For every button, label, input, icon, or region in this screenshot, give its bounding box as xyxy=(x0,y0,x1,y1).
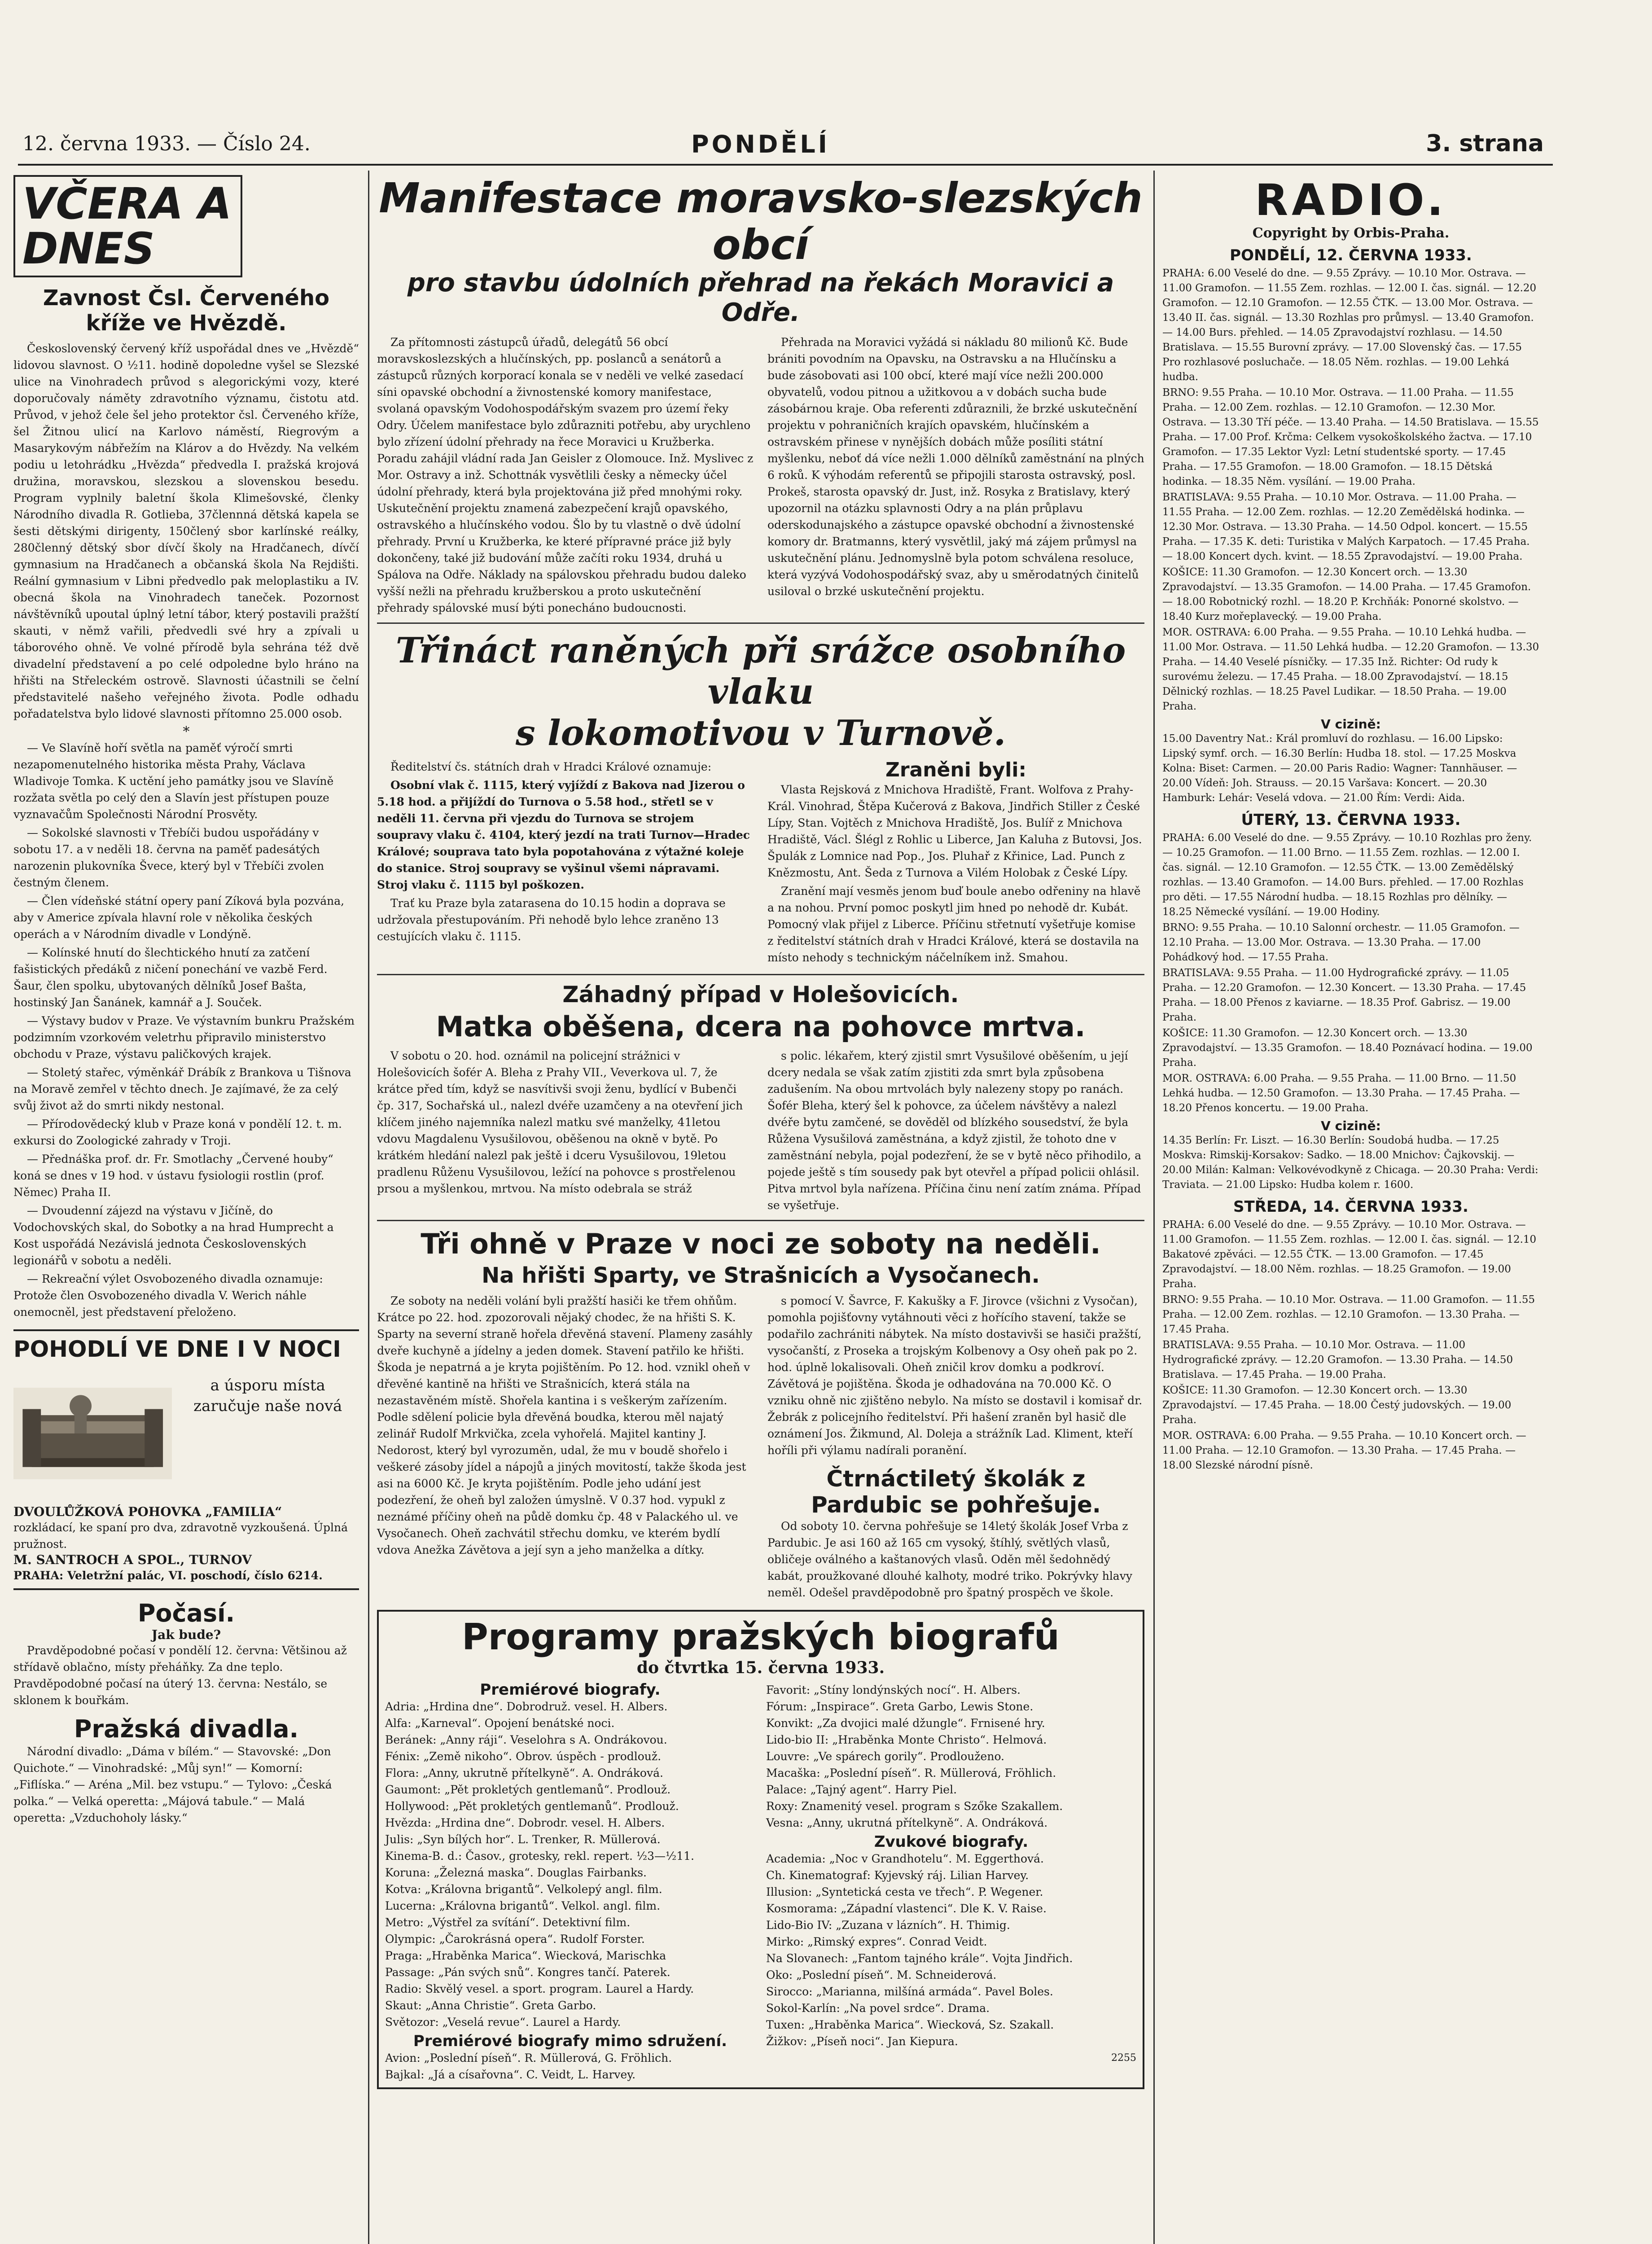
cinema-entry: Gaumont: „Pět prokletých gentlemanů“. Prodlouž. xyxy=(385,1783,671,1796)
accident-title-1: Třináct raněných při srážce osobního vlaku xyxy=(395,630,1126,712)
section-rule xyxy=(377,622,1144,624)
cinema-entry: Radio: Skvělý vesel. a sport. program. Laurel a Hardy. xyxy=(385,1982,694,1995)
holesovice-subtitle: Matka oběšena, dcera na pohovce mrtva. xyxy=(436,1010,1086,1043)
brief-item: — Člen vídeňské státní opery paní Zíková byla pozvána, aby v Americe zpívala hlavní role v několika českých operách a v Národním divadle v Londýně. xyxy=(13,894,345,941)
cinema-right-list xyxy=(766,1682,1136,1831)
cinema-entry: Palace: „Tajný agent“. Harry Piel. xyxy=(766,1783,957,1796)
injured-title: Zraněni byli: xyxy=(885,758,1027,781)
abroad-program: 15.00 Daventry Nat.: Král promluví do rozhlasu. — 16.00 Lipsko: Lipský symf. orch. — 16.30 Berlín: Hudba 18. stol. — 17.25 Moskva Kolna: Biset: Carmen. — 20.00 Paris Radio: Wagner: Tannhäuser. — 20.00 Vídeň: Joh. Strauss. — 20.15 Varšava: Koncert. — 20.30 Hamburk: Lehár: Veselá vdova. — 21.00 Řím: Verdi: Aida. xyxy=(1162,733,1517,804)
cinema-entry: Adria: „Hrdina dne“. Dobrodruž. vesel. H. Albers. xyxy=(385,1700,668,1713)
cinema-entry: Fénix: „Země nikoho“. Obrov. úspěch - prodlouž. xyxy=(385,1750,662,1763)
radio-station-program: KOŠICE: 11.30 Gramofon. — 12.30 Koncert orch. — 13.30 Zpravodajství. — 17.45 Praha. — 18.00 Čestý judovských. — 19.00 Praha. xyxy=(1162,1385,1512,1426)
brief-item: — Ve Slavíně hoří světla na paměť výročí smrti nezapomenutelného historika města Prahy, Václava Wladivoje Tomka. K uctění jeho památky jsou ve Slavíně rozžata světla po celý den a Slavín jest přístupen pouze vyznavačům Společnosti Národní Prosvěty. xyxy=(13,741,334,821)
injured-end: Zranění mají vesměs jenom buď boule anebo odřeniny na hlavě a na nohou. První pomoc poskytl jim hned po nehodě dr. Kubát. Pomocný vlak přijel z Liberce. Příčinu střetnutí vyšetřuje komise z ředitelství státních drah v Hradci Králové, která se dostavila na místo nehody s technickým náčelníkem inž. Smahou. xyxy=(767,885,1141,964)
accident-end: Trať ku Praze byla zatarasena do 10.15 hodin a doprava se udržovala přestupováním. Při nehodě bylo lehce zraněno 13 cestujících vlaku č. 1115. xyxy=(377,897,726,943)
cinema-entry: Koruna: „Železná maska“. Douglas Fairbanks. xyxy=(385,1866,647,1879)
cinema-entry: Lido-Bio IV: „Zuzana v lázních“. H. Thimig. xyxy=(766,1919,1010,1932)
radio-station-program: PRAHA: 6.00 Veselé do dne. — 9.55 Zprávy. — 10.10 Mor. Ostrava. — 11.00 Gramofon. — 11.55 Zem. rozhlas. — 12.00 I. čas. signál. — 12.20 Gramofon. — 12.10 Gramofon. — 12.55 ČTK. — 13.00 Mor. Ostrava. — 13.40 II. čas. signál. — 13.30 Rozhlas pro průmysl. — 13.40 Gramofon. — 14.00 Burs. přehled. — 14.05 Zpravodajství rozhlasu. — 14.50 Bratislava. — 15.55 Burovní zprávy. — 17.00 Slovenský čas. — 17.55 Pro rozhlasové posluchače. — 18.05 Něm. rozhlas. — 19.00 Lehká hudba. xyxy=(1162,267,1537,383)
header-day: PONDĚLÍ xyxy=(691,130,830,158)
sound-list xyxy=(766,1850,1136,2050)
column-rule xyxy=(368,171,369,2244)
radio-station-program: BRATISLAVA: 9.55 Praha. — 11.00 Hydrografické zprávy. — 11.05 Praha. — 12.20 Gramofon. — 12.30 Koncert. — 13.30 Praha. — 17.45 Praha. — 18.00 Přenos z kaviarne. — 18.35 Prof. Gabrisz. — 19.00 Praha. xyxy=(1162,967,1526,1023)
page-number: 3. strana xyxy=(1426,130,1544,157)
cinema-entry: Avion: „Poslední píseň“. R. Müllerová, G. Fröhlich. xyxy=(385,2051,672,2064)
cinema-entry: Hollywood: „Pět prokletých gentlemanů“. Prodlouž. xyxy=(385,1800,679,1813)
theatre-body: Národní divadlo: „Dáma v bílém.“ — Stavovské: „Don Quichote.“ — Vinohradské: „Můj syn!“ — Komorní: „Fiflíska.“ — Aréna „Mil. bez vstupu.“ — Tylovo: „Česká polka.“ — Velká operetta: „Májová tabule.“ — Malá operetta: „Vzduchoholy lásky.“ xyxy=(13,1745,332,1824)
cinema-entry: Tuxen: „Hraběnka Marica“. Wiecková, Sz. Szakall. xyxy=(766,2018,1054,2031)
radio-station-program: BRNO: 9.55 Praha. — 10.10 Mor. Ostrava. — 11.00 Praha. — 11.55 Praha. — 12.00 Zem. rozhlas. — 12.10 Gramofon. — 12.30 Mor. Ostrava. — 13.30 Tří péče. — 13.40 Praha. — 14.50 Bratislava. — 15.55 Praha. — 17.00 Prof. Krčma: Celkem vysokoškolského žactva. — 17.10 Gramofon. — 17.35 Lektor Vyzl: Letní studentské sporty. — 17.45 Praha. — 17.55 Gramofon. — 18.00 Gramofon. — 18.15 Dětská hodinka. — 18.35 Něm. vysílání. — 19.00 Praha. xyxy=(1162,387,1539,487)
cinema-entry: Praga: „Hraběnka Marica“. Wiecková, Marischka xyxy=(385,1949,666,1962)
column-rule xyxy=(1153,171,1155,2244)
fires-col1: Ze soboty na neděli volání byli pražští hasiči ke třem ohňům. Krátce po 22. hod. zpozorovali nějaký chodec, že na hřišti S. K. Sparty na severní straně hořela dřevěná stavení. Plameny zasáhly dveře kuchyně a jídelny a jeden domek. Stavení patřilo ke hřišti. Škoda je nepatrná a je kryta pojištěním. Po 12. hod. vznikl oheň v dřevěné kantině na hřišti ve Strašnicích, která stála na nezastavěném místě. Shořela kantina i s veškerým zařízením. Podle sdělení policie byla dřevěná boudka, kterou měl najatý zelinář Rudolf Mrkvička, zcela vyhořelá. Majitel kantiny J. Nedorost, který byl vyrozuměn, udal, že mu v boudě shořelo i veškeré zásoby jídel a nápojů a jiných movitostí, takže škoda jest asi na 6000 Kč. Je kryta pojištěním. Podle jeho udání jest podezření, že oheň byl založen úmyslně. V 0.37 hod. vypukl z neznámé příčiny oheň na půdě domku čp. 48 v Palackého ul. ve Vysočanech. Oheň zachvátil střechu domku, ve kterém bydlí vdova Anežka Závětova a její syn a jeho manželka a dítky. xyxy=(377,1294,753,1556)
cinema-entry: Na Slovanech: „Fantom tajného krále“. Vojta Jindřich. xyxy=(766,1952,1073,1965)
left-column xyxy=(13,175,359,1828)
brief-item: — Sokolské slavnosti v Třebíči budou uspořádány v sobotu 17. a v neděli 18. června na paměť padesátých narozenin plukovníka Švece, který byl v Třebíči zvolen čestným členem. xyxy=(13,826,324,889)
cinema-entry: Kinema-B. d.: Časov., grotesky, rekl. repert. ½3—½11. xyxy=(385,1850,694,1863)
radio-station-program: MOR. OSTRAVA: 6.00 Praha. — 9.55 Praha. — 10.10 Lehká hudba. — 11.00 Mor. Ostrava. — 11.50 Lehká hudba. — 12.20 Gramofon. — 13.30 Praha. — 14.40 Veselé písničky. — 17.35 Inž. Richter: Od rudy k surovému železu. — 17.45 Praha. — 18.00 Zpravodajství. — 18.15 Dělnický rozhlas. — 18.25 Pavel Ludikar. — 18.50 Praha. — 19.00 Praha. xyxy=(1162,627,1539,712)
weather-title: Počasí. xyxy=(137,1599,235,1627)
ad-address: PRAHA: Veletržní palác, VI. poschodí, číslo 6214. xyxy=(13,1569,323,1582)
page-header xyxy=(18,128,1553,166)
cinema-entry: Fórum: „Inspirace“. Greta Garbo, Lewis Stone. xyxy=(766,1700,1034,1713)
fires-subtitle: Na hřišti Sparty, ve Strašnicích a Vysočanech. xyxy=(482,1263,1040,1288)
asterisk-divider: * xyxy=(183,724,190,740)
brief-item: — Dvoudenní zájezd na výstavu v Jičíně, do Vodochovských skal, do Sobotky a na hrad Humprecht a Kost uspořádá Nezávislá jednota Československých legionářů v sobotu a neděli. xyxy=(13,1204,334,1267)
manifestace-col1: Za přítomnosti zástupců úřadů, delegátů 56 obcí moravskoslezských a hlučínských, pp. poslanců a senátorů a zástupců různých korporací konala se v neděli ve velké zasedací síni opavské obchodní a živnostenské komory manifestace, svolaná opavským Vodohospodářským svazem pro území řeky Odry. Účelem manifestace bylo zdůrazniti potřebu, aby urychleno bylo zřízení údolní přehrady na řece Moravici u Kružberka. Poradu zahájil vládní rada Jan Geisler z Olomouce. Inž. Myslivec z Mor. Ostravy a inž. Schottnák vysvětlili česky a německy účel údolní přehrady, která byla projektována již před mnohými roky. Uskutečnění projektu znamená zabezpečení krajů opavského, ostravského a hlučínského vodou. Šlo by tu vlastně o dvě údolní přehrady. První u Kružberka, ke které přípravné práce již byly dokončeny, také již budování může začíti roku 1934, druhá u Spálova na Odře. Náklady na spálovskou přehradu budou daleko vyšší nežli na přehradu kružberskou a proto uskutečnění přehrady spálovské musí býti ponecháno budoucnosti. xyxy=(377,336,754,614)
ad-side-text: a úsporu místa zaručuje naše nová xyxy=(193,1376,342,1415)
cinema-entry: Oko: „Poslední píseň“. M. Schneiderová. xyxy=(766,1968,997,1981)
radio-station-program: BRNO: 9.55 Praha. — 10.10 Salonní orchestr. — 11.05 Gramofon. — 12.10 Praha. — 13.00 Mor. Ostrava. — 13.30 Praha. — 17.00 Pohádkový hod. — 17.55 Praha. xyxy=(1162,922,1520,963)
premiere-title: Premiérové biografy. xyxy=(480,1681,661,1699)
cinema-entry: Alfa: „Karneval“. Opojení benátské noci. xyxy=(385,1717,615,1730)
sofa-illustration xyxy=(13,1366,172,1501)
brief-item: — Stoletý stařec, výměnkář Drábík z Brankova u Tišnova na Moravě zemřel v těchto dnech. Je zajímavé, že za celý svůj život až do smrti nikdy nestonal. xyxy=(13,1066,351,1112)
cinema-entry: Lucerna: „Královna brigantů“. Velkol. angl. film. xyxy=(385,1899,661,1912)
weather-question: Jak bude? xyxy=(151,1627,221,1642)
brief-item: — Přírodovědecký klub v Praze koná v pondělí 12. t. m. exkursi do Zoologické zahrady v Troji. xyxy=(13,1118,342,1147)
radio-station-program: BRATISLAVA: 9.55 Praha. — 10.10 Mor. Ostrava. — 11.00 Hydrografické zprávy. — 12.20 Gramofon. — 13.30 Praha. — 14.50 Bratislava. — 17.45 Praha. — 19.00 Praha. xyxy=(1162,1339,1513,1381)
manifestace-subtitle: pro stavbu údolních přehrad na řekách Moravici a Odře. xyxy=(407,268,1114,327)
cinema-entry: Skaut: „Anna Christie“. Greta Garbo. xyxy=(385,1999,596,2012)
radio-title: RADIO. xyxy=(1255,175,1447,225)
accident-intro: Ředitelství čs. státních drah v Hradci Králové oznamuje: xyxy=(390,760,712,773)
fires-title: Tři ohně v Praze v noci ze soboty na neděli. xyxy=(421,1227,1101,1260)
cinema-programs-box xyxy=(377,1610,1144,2089)
radio-station-program: MOR. OSTRAVA: 6.00 Praha. — 9.55 Praha. — 11.00 Brno. — 11.50 Lehká hudba. — 12.50 Gramofon. — 13.30 Praha. — 17.45 Praha. — 18.20 Přenos koncertu. — 19.00 Praha. xyxy=(1162,1073,1520,1114)
brief-item: — Přednáška prof. dr. Fr. Smotlachy „Červené houby“ koná se dnes v 19 hod. v ústavu fysiologii rostlin (prof. Němec) Praha II. xyxy=(13,1153,333,1199)
accident-official: Osobní vlak č. 1115, který vyjíždí z Bakova nad Jizerou o 5.18 hod. a přijíždí do Turnova o 5.58 hod., střetl se v neděli 11. června při vjezdu do Turnova se strojem soupravy vlaku č. 4104, který jezdí na trati Turnov—Hradec Králové; souprava tato byla popotahována z výtažné koleje do stanice. Stroj soupravy se vyšinul všemi nápravami. Stroj vlaku č. 1115 byl poškozen. xyxy=(377,779,750,891)
cinema-entry: Konvikt: „Za dvojici malé džungle“. Frnisené hry. xyxy=(766,1717,1045,1730)
cinema-code: 2255 xyxy=(1111,2052,1136,2064)
holesovice-col1: V sobotu o 20. hod. oznámil na policejní strážnici v Holešovicích šofér A. Bleha z Prahy VII., Veverkova ul. 7, že krátce před tím, když se nasvítivši svoji ženu, bydlící v Bubenči čp. 317, Sochařská ul., nalezl dvéře uzamčeny a na otevření jich klíčem jiného najemníka nalezl matku své manželky, 41letou vdovu Magdalenu Vysušilovou, oběšenou na okně v bytě. Po krátkém hledání nalezl pak ještě i dceru Vysušilovou, 19letou pradlenu Růženu Vysušilovou, ležící na pohovce s prostřelenou prsou a myšlenkou, mrtvou. Na místo odebrala se stráž xyxy=(377,1049,743,1195)
cinema-entry: Mirko: „Rimský expres“. Conrad Veidt. xyxy=(766,1935,987,1948)
cinema-entry: Flora: „Anny, ukrutně přítelkyně“. A. Ondráková. xyxy=(385,1766,663,1779)
cinema-entry: Bajkal: „Já a císařovna“. C. Veidt, L. Harvey. xyxy=(385,2068,636,2081)
cinema-entry: Passage: „Pán svých snů“. Kongres tančí. Paterek. xyxy=(385,1966,670,1979)
premiere-list xyxy=(385,1698,755,2030)
cinema-entry: Žižkov: „Píseň noci“. Jan Kiepura. xyxy=(766,2035,958,2048)
ad-firm: M. SANTROCH A SPOL., TURNOV xyxy=(13,1552,252,1567)
holesovice-title: Záhadný případ v Holešovicích. xyxy=(562,982,959,1008)
radio-station-program: MOR. OSTRAVA: 6.00 Praha. — 9.55 Praha. — 10.10 Koncert orch. — 11.00 Praha. — 12.10 Gramofon. — 13.30 Praha. — 17.45 Praha. — 18.00 Slezské národní písně. xyxy=(1162,1430,1526,1471)
radio-station-program: BRATISLAVA: 9.55 Praha. — 10.10 Mor. Ostrava. — 11.00 Praha. — 11.55 Praha. — 12.00 Zem. rozhlas. — 12.20 Zemědělská hodinka. — 12.30 Mor. Ostrava. — 13.30 Praha. — 14.50 Odpol. koncert. — 15.55 Praha. — 17.35 K. deti: Turistika v Malých Karpatoch. — 17.45 Praha. — 18.00 Koncert dych. kvint. — 18.55 Zpravodajství. — 19.00 Praha. xyxy=(1162,491,1530,562)
pohovka-ad xyxy=(13,1329,359,1590)
cinema-entry: Sirocco: „Marianna, milšíná armáda“. Pavel Boles. xyxy=(766,1985,1053,1998)
radio-column xyxy=(1162,175,1539,1474)
ad-title: POHODLÍ VE DNE I V NOCI xyxy=(13,1336,341,1362)
cinema-entry: Olympic: „Čarokrásná opera“. Rudolf Forster. xyxy=(385,1933,645,1946)
radio-station-program: BRNO: 9.55 Praha. — 10.10 Mor. Ostrava. — 11.00 Gramofon. — 11.55 Praha. — 12.00 Zem. rozhlas. — 12.10 Gramofon. — 13.30 Praha. — 17.45 Praha. xyxy=(1162,1294,1535,1335)
mimo-list xyxy=(385,2050,755,2083)
student-body: Od soboty 10. června pohřešuje se 14letý školák Josef Vrba z Pardubic. Je asi 160 až 165 cm vysoký, štíhlý, světlých vlasů, obličeje oválného a kaštanových vlasů. Oděn měl šedohnědý kabát, proužkované dlouhé kalhoty, modré triko. Pokrývky hlavy neměl. Odešel pravděpodobně pro špatný prospěch ve škole. xyxy=(767,1520,1132,1599)
cinema-entry: Sokol-Karlín: „Na povel srdce“. Drama. xyxy=(766,2002,990,2015)
cinema-entry: Ch. Kinematograf: Kyjevský ráj. Lilian Harvey. xyxy=(766,1869,1029,1882)
radio-station-program: KOŠICE: 11.30 Gramofon. — 12.30 Koncert orch. — 13.30 Zpravodajství. — 13.35 Gramofon. — 14.00 Praha. — 17.45 Gramofon. — 18.00 Robotnický rozhl. — 18.20 P. Krchňák: Ponorné skolstvo. — 18.40 Kurz mořeplavecký. — 19.00 Praha. xyxy=(1162,566,1531,622)
abroad-title: V cizině: xyxy=(1321,1118,1381,1133)
abroad-title: V cizině: xyxy=(1321,717,1381,732)
cinema-entry: Světozor: „Veselá revue“. Laurel a Hardy. xyxy=(385,2016,621,2029)
brief-item: — Rekreační výlet Osvobozeného divadla oznamuje: Protože člen Osvobozeného divadla V. Werich náhle onemocněl, jest představení přeloženo. xyxy=(13,1272,323,1319)
cinema-entry: Hvězda: „Hrdina dne“. Dobrodr. vesel. H. Albers. xyxy=(385,1816,665,1829)
radio-day-title: STŘEDA, 14. ČERVNA 1933. xyxy=(1233,1198,1468,1216)
radio-days xyxy=(1162,246,1539,1473)
fires-col2: s pomocí V. Šavrce, F. Kakušky a F. Jirovce (všichni z Vysočan), pomohla pojišťovny vytáhnouti věci z hořícího stavení, takže se podařilo zachrániti nábytek. Na místo dostavivši se hasiči pražští, vysočanští, z Proseka a trojským Kolbenovy a Osy oheň pak po 2. hod. úplně lokalisovali. Oheň zničil krov domku a podkroví. Závětová je pojištěna. Škoda je odhadována na 70.000 Kč. O vzniku ohně nic zjištěno nebylo. Na místo se dostavil i komisař dr. Žebrák z policejního ředitelství. Při hašení zraněn byl hasič dle oznámení Jos. Žikmund, Al. Doleja a strážník Lad. Kliment, kteří hoříli při výlamu nadírali poranění. xyxy=(767,1294,1143,1457)
cinema-entry: Beránek: „Anny ráji“. Veselohra s A. Ondrákovou. xyxy=(385,1733,667,1746)
cinema-entry: Academia: „Noc v Grandhotelu“. M. Eggerthová. xyxy=(766,1852,1044,1865)
sound-title: Zvukové biografy. xyxy=(874,1833,1029,1851)
radio-station-program: PRAHA: 6.00 Veselé do dne. — 9.55 Zprávy. — 10.10 Rozhlas pro ženy. — 10.25 Gramofon. — 11.00 Brno. — 11.55 Zem. rozhlas. — 12.00 I. čas. signál. — 12.10 Gramofon. — 12.55 ČTK. — 13.00 Zemědělský rozhlas. — 13.40 Gramofon. — 14.00 Burs. přehled. — 17.00 Rozhlas pro děti. — 17.55 Národní hudba. — 18.15 Rozhlas pro dělníky. — 18.25 Německé vysílání. — 19.00 Hodiny. xyxy=(1162,832,1532,918)
cinema-title: Programy pražských biografů xyxy=(462,1616,1060,1658)
cinema-entry: Lido-bio II: „Hraběnka Monte Christo“. Helmová. xyxy=(766,1733,1047,1746)
cinema-subtitle: do čtvrtka 15. června 1933. xyxy=(636,1658,885,1677)
cinema-entry: Favorit: „Stíny londýnských nocí“. H. Albers. xyxy=(766,1683,1021,1696)
manifestace-col2: Přehrada na Moravici vyžádá si nákladu 80 milionů Kč. Bude brániti povodním na Opavsku, na Ostravsku a na Hlučínsku a bude zásobovati asi 100 obcí, které mají více nežli 200.000 obyvatelů, vodou pitnou a užitkovou a v dobách sucha bude zásobárnou kraje. Oba referenti zdůraznili, že brzké uskutečnění projektu v pohraničních krajích opavském, hlučínském a ostravském přinese v nynějších dobách může posíliti státní myšlenku, neboť dá více nežli 1.000 dělníků zaměstnání na plných 6 roků. K výhodám referentů se připojili starosta ostravský, posl. Prokeš, starosta opavský dr. Just, inž. Rosyka z Bratislavy, který upozornil na otázku splavnosti Odry a na plán průplavu oderskodunajského a zástupce opavské obchodní a živnostenské komory dr. Bratmanns, který vysvětlil, jaký má zájem průmysl na uskutečnění plánu. Jednomyslně byla potom schválena resoluce, která vyzývá Vodohospodářský svaz, aby u směrodatných činitelů usiloval o brzké uskutečnění projektu. xyxy=(767,336,1144,598)
article-body: Československý červený kříž uspořádal dnes ve „Hvězdě“ lidovou slavnost. O ½11. hodině dopoledne vyšel se Slezské ulice na Vinohradech průvod s alegorickými vozy, které doporučovaly náměty zdravotního významu, čistotu atd. Průvod, v jehož čele šel jeho protektor čsl. Červeného kříže, šel Žitnou ulicí na Karlovo náměstí, Riegrovým a Masarykovým nábřežím na Klárov a do Hvězdy. Na velkém podiu u letohrádku „Hvězda“ předvedla I. pražská krojová družina, moravskou, slezskou a slovenskou besedu. Program vyplnily baletní škola Klimešovské, členky Národního divadla R. Gotlieba, 37člennná dětská kapela se šesti dětskými dirigenty, 150člený sbor karlínské reálky, 280členný dětský sbor dívčí školy na Hradčanech, dívčí gymnasium na Hradčanech a občanská škola Na Rejdišti. Reální gymnasium v Libni předvedlo pak meloplastiku a IV. obecná škola na Vinohradech taneček. Pozornost návštěvníků upoutal úplný letní tábor, který postavili pražští skauti, v němž vařili, předvedli své hry a zpívali u táborového ohně. Ve volné přírodě byla sehrána též dvě divadelní představení a po celé odpoledne bylo hráno na hřišti na Střeleckém ostrově. Slavnosti účastnili se čelní představitelé našeho veřejného života. Podle odhadu pořadatelstva bylo lidové slavnosti přítomno 25.000 osob. xyxy=(13,342,359,720)
weather-body: Pravděpodobné počasí v pondělí 12. června: Většinou až střídavě oblačno, místy přeháňky. Za dne teplo. Pravděpodobné počasí na úterý 13. června: Nestálo, se sklonem k bouřkám. xyxy=(13,1644,347,1707)
section-rule xyxy=(377,974,1144,975)
brief-item: — Výstavy budov v Praze. Ve výstavním bunkru Pražském podzimním vzorkovém veletrhu připravilo ministerstvo obchodu v Praze, výstavu paličkových krajek. xyxy=(13,1014,355,1061)
accident-title-2: s lokomotivou v Turnově. xyxy=(515,713,1006,754)
radio-day-title: PONDĚLÍ, 12. ČERVNA 1933. xyxy=(1230,246,1472,264)
center-section xyxy=(377,175,1144,2089)
ad-product: DVOULŮŽKOVÁ POHOVKA „FAMILIA“ xyxy=(13,1504,282,1519)
cinema-entry: Kotva: „Královna brigantů“. Velkolepý angl. film. xyxy=(385,1883,662,1896)
injured-list: Vlasta Rejsková z Mnichova Hradiště, Frant. Wolfova z Prahy-Král. Vinohrad, Štěpa Kučerová z Bakova, Jindřich Stiller z České Lípy, Stan. Vojtěch z Mnichova Hradiště, Jos. Bulíř z Mnichova Hradiště, Václ. Šlégl z Rohlic u Liberce, Jan Kaluha z Butovsi, Jos. Špulák z Lomnice nad Pop., Jos. Pluhař z Křinice, Lad. Punch z Knězmostu, Ant. Šeda z Turnova a Vilém Holobak z České Lípy. xyxy=(767,783,1142,879)
cinema-entry: Julis: „Syn bílých hor“. L. Trenker, R. Müllerová. xyxy=(385,1833,661,1846)
student-title: Čtrnáctiletý školák z Pardubic se pohřešuje. xyxy=(811,1466,1101,1518)
issue-date: 12. června 1933. — Číslo 24. xyxy=(22,132,311,155)
radio-day-title: ÚTERÝ, 13. ČERVNA 1933. xyxy=(1241,811,1461,829)
radio-station-program: PRAHA: 6.00 Veselé do dne. — 9.55 Zprávy. — 10.10 Mor. Ostrava. — 11.00 Gramofon. — 11.55 Zem. rozhlas. — 12.00 I. čas. signál. — 12.10 Bakatové zpěváci. — 12.55 ČTK. — 13.00 Gramofon. — 17.45 Zpravodajství. — 18.00 Něm. rozhlas. — 18.25 Gramofon. — 19.00 Praha. xyxy=(1162,1219,1537,1290)
radio-station-program: KOŠICE: 11.30 Gramofon. — 12.30 Koncert orch. — 13.30 Zpravodajství. — 13.35 Gramofon. — 18.40 Poznávací hodina. — 19.00 Praha. xyxy=(1162,1027,1533,1069)
cinema-entry: Macaška: „Poslední píseň“. R. Müllerová, Fröhlich. xyxy=(766,1766,1056,1779)
article-title: Zavnost Čsl. Červeného kříže ve Hvězdě. xyxy=(43,285,330,336)
radio-copyright: Copyright by Orbis-Praha. xyxy=(1252,225,1450,241)
brief-item: — Kolínské hnutí do šlechtického hnutí za zatčení fašistických předáků z ničení ponechání ve vazbě Ferd. Šaur, člen spolku, ubytovaných dělníků Josef Bašta, hostinský Jan Šanánek, kamnář a J. Souček. xyxy=(13,946,328,1009)
cinema-entry: Louvre: „Ve spárech gorily“. Prodlouženo. xyxy=(766,1750,1005,1763)
cinema-entry: Metro: „Výstřel za svítání“. Detektivní film. xyxy=(385,1916,631,1929)
abroad-program: 14.35 Berlín: Fr. Liszt. — 16.30 Berlín: Soudobá hudba. — 17.25 Moskva: Rimskij-Korsakov: Sadko. — 18.00 Mnichov: Čajkovskij. — 20.00 Milán: Kalman: Velkovévodkyně z Chicaga. — 20.30 Praha: Verdi: Traviata. — 21.00 Lipsko: Hudba kolem r. 1600. xyxy=(1162,1135,1538,1191)
manifestace-title: Manifestace moravsko-slezských obcí xyxy=(379,174,1143,269)
masthead-vcera-a-dnes: VČERA A DNES xyxy=(13,175,242,277)
section-rule xyxy=(377,1220,1144,1221)
theatre-title: Pražská divadla. xyxy=(74,1715,299,1743)
cinema-entry: Illusion: „Syntetická cesta ve třech“. P. Wegener. xyxy=(766,1885,1043,1898)
news-briefs xyxy=(13,740,359,1320)
cinema-entry: Roxy: Znamenitý vesel. program s Szőke Szakallem. xyxy=(766,1800,1063,1813)
holesovice-col2: s polic. lékařem, který zjistil smrt Vysušilové oběšením, u její dcery nedala se však zatím zjistiti zda smrt byla způsobena zadušením. Na obou mrtvolách byly nalezeny stopy po ranách. Šofér Bleha, který šel k pohovce, za účelem návštěvy a nalezl dvéře bytu zamčené, se dověděl od blízkého sousedství, že byla Růžena Vysušilová zaměstnána, a když zjistil, že tohoto dne v zaměstnání nebyla, pojal podezření, že se v bytě něco přihodilo, a pojede ještě s tím sousedy pak byt otevřel a případ policii ohlásil. Pitva mrtvol byla nařízena. Příčina činu není zatím známa. Případ se vyšetřuje. xyxy=(767,1049,1142,1212)
cinema-entry: Kosmorama: „Západní vlastenci“. Dle K. V. Raise. xyxy=(766,1902,1047,1915)
mimo-title: Premiérové biografy mimo sdružení. xyxy=(413,2032,727,2050)
ad-desc: rozkládací, ke spaní pro dva, zdravotně vyzkoušená. Úplná pružnost. xyxy=(13,1521,348,1551)
cinema-entry: Vesna: „Anny, ukrutná přítelkyně“. A. Ondráková. xyxy=(766,1816,1048,1829)
